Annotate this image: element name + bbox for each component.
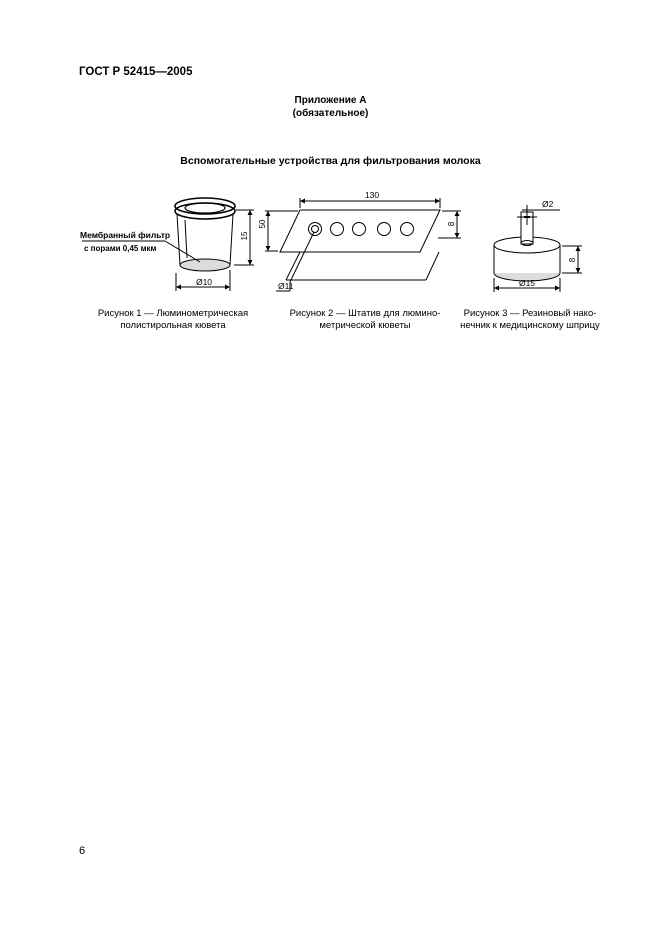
figure1-caption-line1: Рисунок 1 — Люминометрическая: [97, 308, 249, 319]
document-code: ГОСТ Р 52415—2005: [79, 66, 193, 78]
figure2-caption: [270, 308, 460, 332]
figure1-diameter-dim: Ø10: [195, 277, 213, 287]
figure2-rack-drawing: [265, 198, 461, 291]
figure2-caption-line1: Рисунок 2 — Штатив для люмино-: [289, 308, 441, 319]
figure2-hole-dim: Ø11: [278, 281, 294, 291]
figure2-length-dim: 130: [364, 190, 380, 200]
figure1-filter-label-line2: с порами 0,45 мкм: [84, 244, 157, 253]
appendix-title: Приложение А: [294, 95, 367, 106]
figure3-tip-dim: Ø2: [542, 199, 554, 209]
figure2-thickness-dim: 8: [447, 221, 456, 227]
figure2-caption-line2: метрической кюветы: [319, 320, 411, 331]
figure3-diameter-dim: Ø15: [518, 278, 536, 288]
page-number: 6: [79, 845, 86, 857]
figure3-caption-line1: Рисунок 3 — Резиновый нако-: [463, 308, 597, 319]
figure2-width-dim: 50: [258, 219, 267, 229]
figure3-caption: [450, 308, 610, 332]
figure1-height-dim: 15: [240, 231, 249, 241]
section-title: Вспомогательные устройства для фильтрования молока: [180, 155, 481, 167]
figure3-height-dim: 8: [568, 257, 577, 263]
appendix-status: (обязательное): [292, 108, 369, 119]
figure1-caption-line2: полистирольная кювета: [120, 320, 226, 331]
technical-drawings: [0, 180, 661, 300]
figure3-tip-drawing: [494, 205, 582, 292]
figure1-caption: [78, 308, 268, 332]
figure3-caption-line2: нечник к медицинскому шприцу: [460, 320, 600, 331]
appendix-heading: [0, 94, 661, 120]
figure1-filter-label-line1: Мембранный фильтр: [80, 230, 171, 240]
